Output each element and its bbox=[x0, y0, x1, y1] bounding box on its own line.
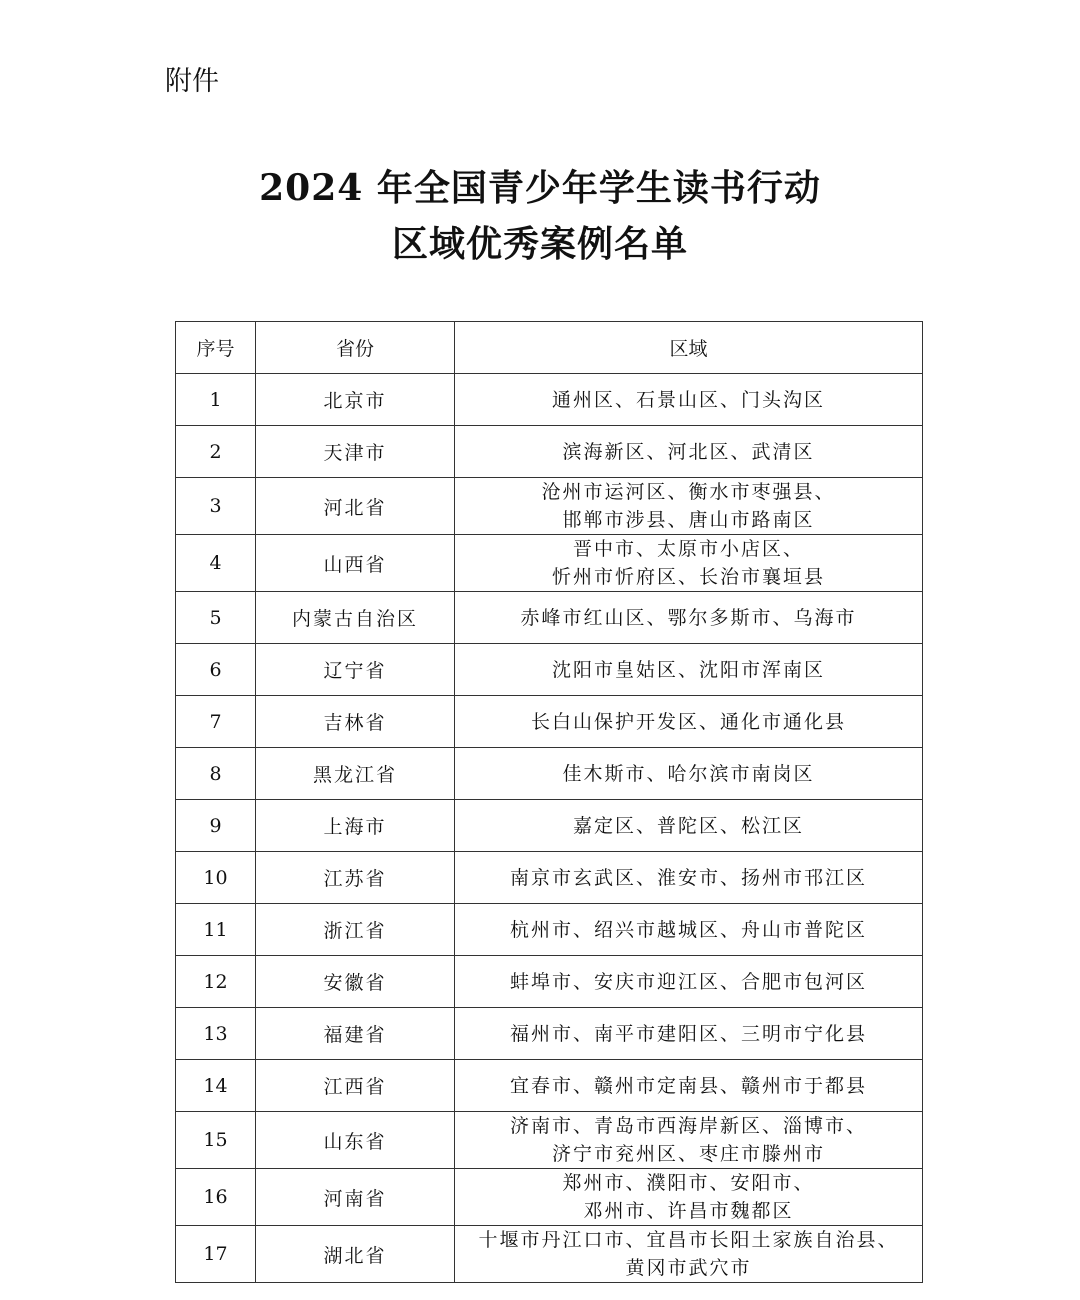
cell-province: 黑龙江省 bbox=[256, 748, 455, 800]
cell-index: 11 bbox=[176, 904, 256, 956]
region-line: 嘉定区、普陀区、松江区 bbox=[572, 814, 804, 837]
cell-province: 浙江省 bbox=[256, 904, 455, 956]
title-line-2: 区域优秀案例名单 bbox=[391, 223, 688, 265]
cell-province: 江西省 bbox=[256, 1060, 455, 1112]
cell-province: 福建省 bbox=[256, 1008, 455, 1060]
region-line: 宜春市、赣州市定南县、赣州市于都县 bbox=[509, 1074, 867, 1097]
document-title bbox=[0, 160, 1080, 272]
attachment-label: 附件 bbox=[165, 66, 219, 97]
table-row bbox=[176, 1008, 923, 1060]
region-line: 邯郸市涉县、唐山市路南区 bbox=[562, 509, 815, 531]
region-line: 南京市玄武区、淮安市、扬州市邗江区 bbox=[509, 866, 867, 889]
cell-province: 河北省 bbox=[256, 478, 455, 535]
region-line: 赤峰市红山区、鄂尔多斯市、乌海市 bbox=[520, 606, 857, 629]
title-line-1: 2024 年全国青少年学生读书行动 bbox=[259, 167, 821, 209]
header-province: 省份 bbox=[256, 322, 455, 374]
cell-index: 15 bbox=[176, 1112, 256, 1169]
table-row bbox=[176, 904, 923, 956]
header-region: 区域 bbox=[455, 322, 923, 374]
cell-region bbox=[455, 1226, 923, 1283]
cell-region bbox=[455, 426, 923, 478]
cell-region bbox=[455, 592, 923, 644]
cell-index: 4 bbox=[176, 535, 256, 592]
region-line: 杭州市、绍兴市越城区、舟山市普陀区 bbox=[509, 918, 867, 941]
cell-region bbox=[455, 956, 923, 1008]
cell-index: 5 bbox=[176, 592, 256, 644]
cell-region bbox=[455, 478, 923, 535]
header-index: 序号 bbox=[176, 322, 256, 374]
region-line: 郑州市、濮阳市、安阳市、 bbox=[562, 1172, 815, 1194]
cell-region bbox=[455, 748, 923, 800]
table-row bbox=[176, 1060, 923, 1112]
cell-province: 湖北省 bbox=[256, 1226, 455, 1283]
cell-province: 天津市 bbox=[256, 426, 455, 478]
cell-index: 12 bbox=[176, 956, 256, 1008]
table-row bbox=[176, 800, 923, 852]
table-row bbox=[176, 852, 923, 904]
cases-table bbox=[175, 321, 923, 1283]
cell-province: 河南省 bbox=[256, 1169, 455, 1226]
table-row bbox=[176, 535, 923, 592]
table-row bbox=[176, 748, 923, 800]
table-row bbox=[176, 592, 923, 644]
region-line: 邓州市、许昌市魏都区 bbox=[583, 1200, 794, 1222]
table-row bbox=[176, 1112, 923, 1169]
table-body bbox=[176, 374, 923, 1283]
cell-index: 6 bbox=[176, 644, 256, 696]
region-line: 长白山保护开发区、通化市通化县 bbox=[530, 710, 846, 733]
table-header-row bbox=[176, 322, 923, 374]
cell-province: 安徽省 bbox=[256, 956, 455, 1008]
cell-index: 17 bbox=[176, 1226, 256, 1283]
region-line: 滨海新区、河北区、武清区 bbox=[562, 440, 815, 463]
region-line: 济南市、青岛市西海岸新区、淄博市、 bbox=[509, 1115, 867, 1137]
cell-province: 上海市 bbox=[256, 800, 455, 852]
region-line: 十堰市丹江口市、宜昌市长阳土家族自治县、 bbox=[478, 1229, 899, 1251]
cell-region bbox=[455, 696, 923, 748]
cell-province: 山西省 bbox=[256, 535, 455, 592]
region-line: 沧州市运河区、衡水市枣强县、 bbox=[541, 481, 836, 503]
cell-index: 7 bbox=[176, 696, 256, 748]
cell-index: 16 bbox=[176, 1169, 256, 1226]
cell-region bbox=[455, 374, 923, 426]
table-row bbox=[176, 426, 923, 478]
region-line: 黄冈市武穴市 bbox=[625, 1257, 752, 1279]
cell-region bbox=[455, 1008, 923, 1060]
cell-index: 2 bbox=[176, 426, 256, 478]
cell-region bbox=[455, 644, 923, 696]
cell-province: 北京市 bbox=[256, 374, 455, 426]
cell-index: 13 bbox=[176, 1008, 256, 1060]
cell-region bbox=[455, 1169, 923, 1226]
cell-region bbox=[455, 800, 923, 852]
region-line: 济宁市兖州区、枣庄市滕州市 bbox=[551, 1143, 825, 1165]
cell-province: 内蒙古自治区 bbox=[256, 592, 455, 644]
cell-region bbox=[455, 1112, 923, 1169]
cell-province: 江苏省 bbox=[256, 852, 455, 904]
cell-region bbox=[455, 1060, 923, 1112]
region-line: 晋中市、太原市小店区、 bbox=[572, 538, 804, 560]
cell-region bbox=[455, 904, 923, 956]
table-row bbox=[176, 644, 923, 696]
cell-index: 10 bbox=[176, 852, 256, 904]
table-row bbox=[176, 1169, 923, 1226]
table-row bbox=[176, 956, 923, 1008]
cell-province: 吉林省 bbox=[256, 696, 455, 748]
table-row bbox=[176, 374, 923, 426]
cell-index: 3 bbox=[176, 478, 256, 535]
cell-province: 山东省 bbox=[256, 1112, 455, 1169]
cell-province: 辽宁省 bbox=[256, 644, 455, 696]
region-line: 沈阳市皇姑区、沈阳市浑南区 bbox=[551, 658, 825, 681]
cell-index: 14 bbox=[176, 1060, 256, 1112]
region-line: 蚌埠市、安庆市迎江区、合肥市包河区 bbox=[509, 970, 867, 993]
cell-region bbox=[455, 535, 923, 592]
region-line: 佳木斯市、哈尔滨市南岗区 bbox=[562, 762, 815, 785]
table-row bbox=[176, 696, 923, 748]
cell-index: 9 bbox=[176, 800, 256, 852]
table-row bbox=[176, 478, 923, 535]
region-line: 通州区、石景山区、门头沟区 bbox=[551, 388, 825, 411]
region-line: 忻州市忻府区、长治市襄垣县 bbox=[551, 566, 825, 588]
cell-index: 1 bbox=[176, 374, 256, 426]
table-row bbox=[176, 1226, 923, 1283]
region-line: 福州市、南平市建阳区、三明市宁化县 bbox=[509, 1022, 867, 1045]
cell-region bbox=[455, 852, 923, 904]
cell-index: 8 bbox=[176, 748, 256, 800]
